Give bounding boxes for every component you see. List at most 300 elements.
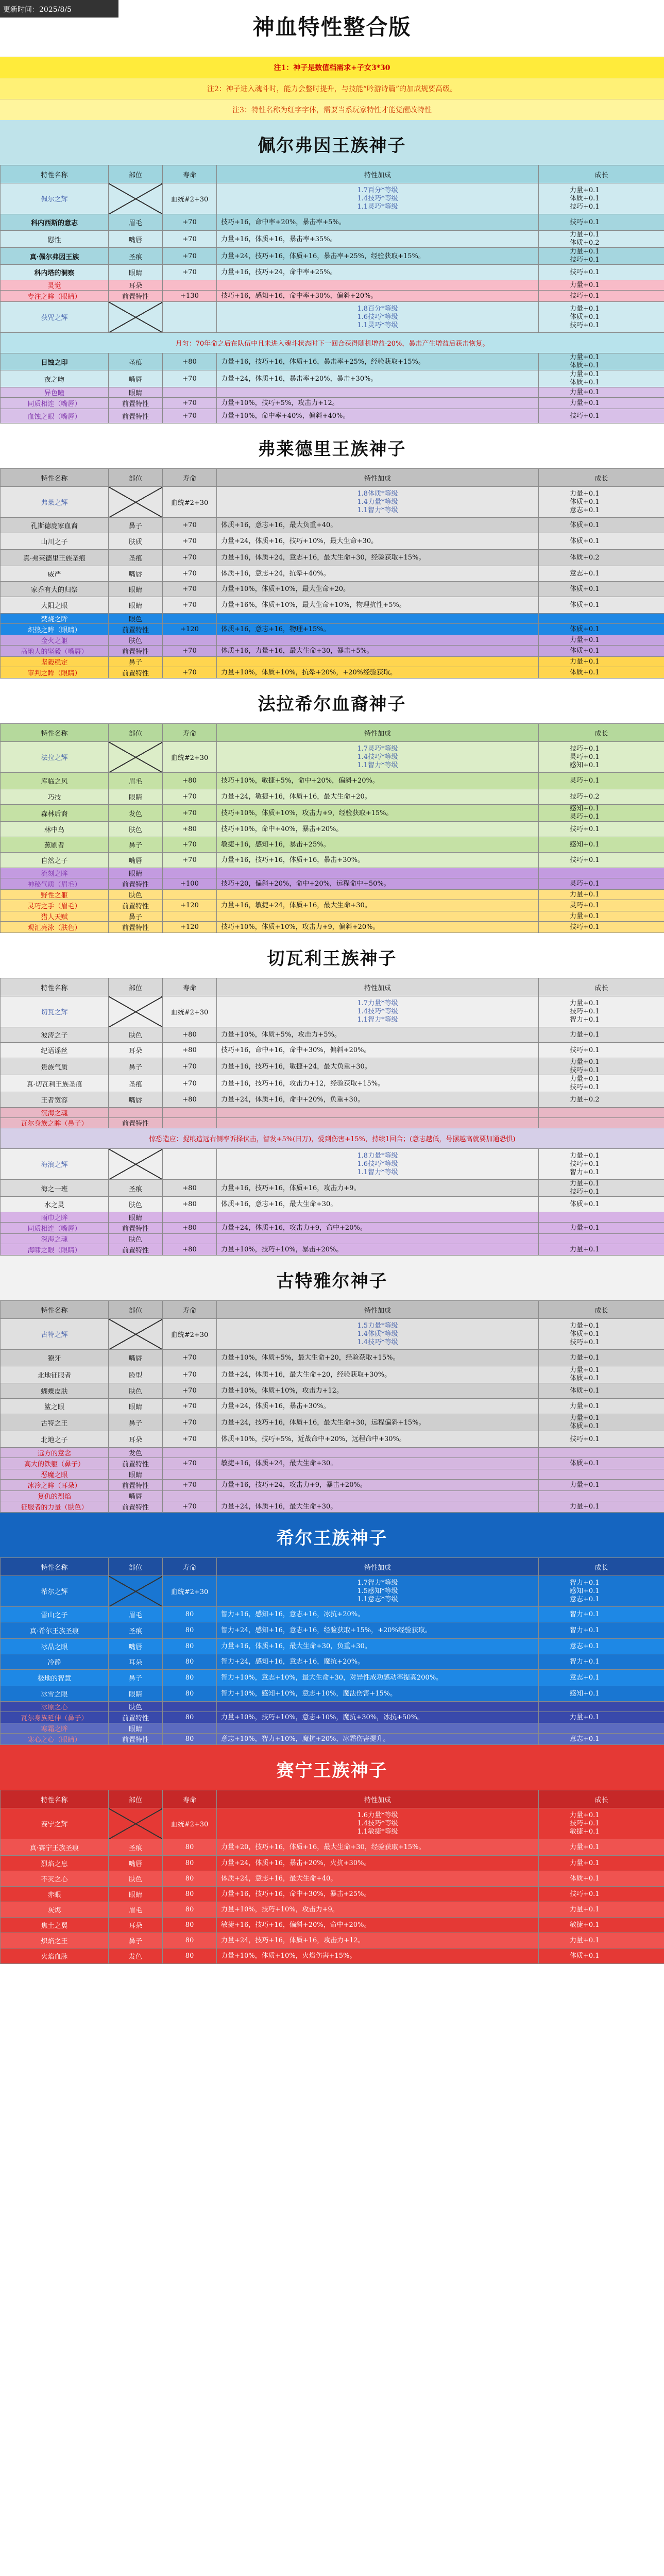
- trait-row: [1, 597, 664, 614]
- trait-growth: 智力+0.1: [539, 1654, 664, 1670]
- column-header: 成长: [539, 1558, 664, 1576]
- trait-row: [1, 1234, 664, 1244]
- trait-part: 肤色: [109, 1234, 163, 1244]
- trait-row: [1, 853, 664, 868]
- trait-life: [163, 868, 217, 878]
- trait-bonus: 力量+24，体质+16，最大生命+20，经验获取+30%。: [217, 1366, 539, 1383]
- trait-name: 烈焰之息: [1, 1856, 109, 1871]
- trait-life: +70: [163, 566, 217, 582]
- trait-name: 真·切瓦利王族圣痕: [1, 1075, 109, 1092]
- trait-growth: 智力+0.1: [539, 1622, 664, 1639]
- trait-part: 肤色: [109, 1702, 163, 1712]
- trait-name: 瓦尔身族之眸（鼻子）: [1, 1118, 109, 1128]
- trait-part-none: [109, 1808, 163, 1839]
- column-header: 寿命: [163, 1790, 217, 1808]
- trait-part: 前置特性: [109, 1501, 163, 1513]
- trait-part: 鼻子: [109, 1058, 163, 1075]
- trait-life: 80: [163, 1839, 217, 1856]
- column-header: 特性名称: [1, 1558, 109, 1576]
- column-header: 寿命: [163, 978, 217, 996]
- trait-row: [1, 387, 664, 398]
- trait-bonus: 体质+10%，技巧+5%，近战命中+20%，远程命中+30%。: [217, 1431, 539, 1448]
- trait-name: 海啸之眼（眼睛）: [1, 1244, 109, 1256]
- trait-name: 真·赛宁王族圣痕: [1, 1839, 109, 1856]
- trait-part: 嘴唇: [109, 1491, 163, 1501]
- section-title: 佩尔弗因王族神子: [0, 120, 664, 165]
- trait-growth: 力量+0.1: [539, 1933, 664, 1948]
- trait-row: [1, 1948, 664, 1964]
- trait-row: [1, 1244, 664, 1256]
- trait-part: 鼻子: [109, 1670, 163, 1686]
- trait-name: 蕉刷者: [1, 837, 109, 853]
- trait-row: [1, 1058, 664, 1075]
- trait-row: [1, 1918, 664, 1933]
- trait-growth: [539, 1212, 664, 1223]
- column-header: 特性名称: [1, 165, 109, 183]
- trait-name: 恶魔之眼: [1, 1469, 109, 1480]
- trait-growth: 体质+0.1: [539, 518, 664, 533]
- trait-bonus: 体质+16，意志+16，最大负重+40。: [217, 518, 539, 533]
- ability-note: 月匀：70年命之后在队伍中且未进入魂斗状态时下一回合获得随机增益-20%，暴击产生增益后获击恢复。: [1, 333, 664, 353]
- trait-life: +70: [163, 1431, 217, 1448]
- trait-growth: 体质+0.1: [539, 1948, 664, 1964]
- section-title: 切瓦利王族神子: [0, 933, 664, 978]
- trait-name: 征服者的力量（肤色）: [1, 1501, 109, 1513]
- trait-bonus: 1.7灵巧*等级 1.4技巧*等级 1.1智力*等级: [217, 742, 539, 773]
- trait-part-none: [109, 742, 163, 773]
- trait-row: [1, 773, 664, 789]
- trait-growth: 体质+0.1: [539, 1458, 664, 1469]
- trait-part: 眼睛: [109, 1887, 163, 1902]
- trait-part: 前置特性: [109, 922, 163, 933]
- trait-bonus: [217, 890, 539, 900]
- trait-name: 复仇的烈焰: [1, 1491, 109, 1501]
- trait-growth: 力量+0.1: [539, 911, 664, 922]
- trait-row: [1, 1856, 664, 1871]
- trait-part: 眼睛: [109, 1399, 163, 1414]
- trait-name: 科内西斯的意志: [1, 214, 109, 231]
- trait-row: [1, 1399, 664, 1414]
- trait-name: 家乔有大的归祭: [1, 582, 109, 597]
- trait-bonus: 力量+16，技巧+16，体质+16，暴击+30%。: [217, 853, 539, 868]
- trait-part: 眼睛: [109, 597, 163, 614]
- trait-name: 高地人的坚毅（嘴唇）: [1, 646, 109, 657]
- trait-part: 嘴唇: [109, 1350, 163, 1366]
- trait-growth: 力量+0.1: [539, 1839, 664, 1856]
- trait-growth: 感知+0.1 灵巧+0.1: [539, 805, 664, 822]
- trait-part-none: [109, 183, 163, 214]
- trait-part-none: [109, 1319, 163, 1350]
- column-header: 部位: [109, 724, 163, 742]
- trait-name: 弗莱之辉: [1, 487, 109, 518]
- trait-row: [1, 646, 664, 657]
- trait-bonus: 力量+24，敏捷+16，体质+16，最大生命+20。: [217, 789, 539, 805]
- trait-growth: 力量+0.1: [539, 1712, 664, 1723]
- trait-life: +70: [163, 265, 217, 280]
- trait-row: [1, 1887, 664, 1902]
- trait-bonus: [217, 387, 539, 398]
- trait-name: 野性之躯: [1, 890, 109, 900]
- trait-life: [163, 387, 217, 398]
- trait-life: +70: [163, 805, 217, 822]
- trait-name: 焦土之翼: [1, 1918, 109, 1933]
- trait-life: +80: [163, 1244, 217, 1256]
- trait-row: [1, 900, 664, 911]
- trait-growth: 技巧+0.1: [539, 291, 664, 302]
- trait-part: 前置特性: [109, 624, 163, 635]
- trait-part: 眼睛: [109, 387, 163, 398]
- trait-life: +80: [163, 1027, 217, 1043]
- section-title: 弗莱德里王族神子: [0, 423, 664, 468]
- trait-part: 嘴唇: [109, 231, 163, 248]
- trait-row: [1, 742, 664, 773]
- trait-life: +70: [163, 582, 217, 597]
- trait-row: [1, 1092, 664, 1108]
- trait-name: 雨巾之眸: [1, 1212, 109, 1223]
- trait-name: 冰冷之眸（耳朵）: [1, 1480, 109, 1491]
- trait-part: 耳朵: [109, 1431, 163, 1448]
- column-header: 寿命: [163, 165, 217, 183]
- trait-row: [1, 231, 664, 248]
- trait-part: 眉毛: [109, 1607, 163, 1622]
- column-header: 成长: [539, 1790, 664, 1808]
- trait-row: [1, 657, 664, 667]
- trait-life: +80: [163, 1043, 217, 1058]
- trait-bonus: 力量+16，技巧+16，体质+16，暴击率+25%，经验获取+15%。: [217, 353, 539, 370]
- update-time: 更新时间：2025/8/5: [0, 0, 118, 18]
- trait-growth: 意志+0.1: [539, 1734, 664, 1745]
- trait-bonus: 力量+16，技巧+16，攻击力+12，经验获取+15%。: [217, 1075, 539, 1092]
- trait-row: [1, 1414, 664, 1431]
- trait-bonus: 力量+10%，技巧+5%，攻击力+12。: [217, 398, 539, 409]
- trait-part: 嘴唇: [109, 853, 163, 868]
- trait-part-none: [109, 302, 163, 333]
- trait-growth: 力量+0.1: [539, 1399, 664, 1414]
- trait-growth: 力量+0.1 技巧+0.1: [539, 1058, 664, 1075]
- trait-name: 坚毅稳定: [1, 657, 109, 667]
- trait-growth: 力量+0.1 体质+0.1: [539, 353, 664, 370]
- trait-growth: 力量+0.1 技巧+0.1: [539, 248, 664, 265]
- trait-row: [1, 1686, 664, 1702]
- trait-row: [1, 1197, 664, 1212]
- trait-growth: 力量+0.1 体质+0.1: [539, 1414, 664, 1431]
- trait-bonus: 力量+10%，技巧+10%，意志+10%，魔抗+30%，冰抗+50%。: [217, 1712, 539, 1723]
- table-header-row: [1, 469, 664, 487]
- trait-part: 嘴唇: [109, 1092, 163, 1108]
- trait-life: [163, 890, 217, 900]
- column-header: 成长: [539, 724, 664, 742]
- trait-bonus: 体质+16，意志+24，抗晕+40%。: [217, 566, 539, 582]
- trait-part: 眼睛: [109, 265, 163, 280]
- trait-growth: 技巧+0.1: [539, 1043, 664, 1058]
- trait-row: [1, 1075, 664, 1092]
- trait-life: +80: [163, 1180, 217, 1197]
- trait-name: 古特之王: [1, 1414, 109, 1431]
- trait-growth: 体质+0.2: [539, 550, 664, 566]
- trait-name: 火焰血脉: [1, 1948, 109, 1964]
- trait-row: [1, 1180, 664, 1197]
- trait-growth: 技巧+0.1: [539, 922, 664, 933]
- trait-row: [1, 1654, 664, 1670]
- trait-life: 80: [163, 1871, 217, 1887]
- section-saining: [0, 1745, 664, 1964]
- trait-bonus: 力量+24，体质+16，命中+20%，负重+30。: [217, 1092, 539, 1108]
- trait-bonus: 力量+10%，体质+10%，最大生命+20。: [217, 582, 539, 597]
- trait-part: 前置特性: [109, 1712, 163, 1723]
- trait-part: 肤质: [109, 533, 163, 550]
- trait-row: [1, 1808, 664, 1839]
- sections-container: [0, 120, 664, 1964]
- trait-bonus: 力量+24，体质+16，最大生命+30。: [217, 1501, 539, 1513]
- trait-life: [163, 1723, 217, 1734]
- trait-life: 80: [163, 1933, 217, 1948]
- trait-growth: 意志+0.1: [539, 566, 664, 582]
- trait-growth: 力量+0.1 体质+0.1 技巧+0.1: [539, 1319, 664, 1350]
- trait-life: +70: [163, 518, 217, 533]
- trait-part: 前置特性: [109, 1480, 163, 1491]
- column-header: 特性加成: [217, 469, 539, 487]
- trait-part: 肤色: [109, 890, 163, 900]
- page-title: 神血特性整合版: [252, 14, 412, 40]
- trait-bonus: [217, 1118, 539, 1128]
- trait-row: [1, 667, 664, 679]
- trait-row: [1, 1027, 664, 1043]
- trait-name: 焚烧之眸: [1, 614, 109, 624]
- trait-life: [163, 1234, 217, 1244]
- trait-part: 耳朵: [109, 280, 163, 291]
- column-header: 部位: [109, 1790, 163, 1808]
- note-3: 注3：特性名称为红字字体，需要当系玩家特性才能觉醒改特性: [0, 99, 664, 120]
- note-2: 注2：神子进入魂斗时，能力会整时提升，与技能“吟游诗篇”的加成规要高级。: [0, 78, 664, 99]
- trait-name: 贵族气质: [1, 1058, 109, 1075]
- trait-row: [1, 1839, 664, 1856]
- trait-growth: 力量+0.1: [539, 1223, 664, 1234]
- trait-part: 圣痕: [109, 1622, 163, 1639]
- trait-part: 肤色: [109, 822, 163, 837]
- trait-life: +70: [163, 1501, 217, 1513]
- trait-life: +70: [163, 370, 217, 387]
- trait-life: +70: [163, 837, 217, 853]
- trait-row: [1, 566, 664, 582]
- trait-growth: 力量+0.1: [539, 1350, 664, 1366]
- trait-growth: [539, 1723, 664, 1734]
- trait-name: 巧技: [1, 789, 109, 805]
- trait-life: [163, 1702, 217, 1712]
- section-title: 古特雅尔神子: [0, 1256, 664, 1300]
- trait-bonus: 技巧+16，命中率+20%，暴击率+5%。: [217, 214, 539, 231]
- trait-bonus: [217, 1702, 539, 1712]
- trait-row: [1, 1902, 664, 1918]
- trait-part: 发色: [109, 1448, 163, 1458]
- trait-bonus: [217, 1491, 539, 1501]
- trait-bonus: 1.5力量*等级 1.4体质*等级 1.4技巧*等级: [217, 1319, 539, 1350]
- column-header: 特性加成: [217, 978, 539, 996]
- trait-bonus: 智力+24，感知+16，意志+16，魔抗+20%。: [217, 1654, 539, 1670]
- trait-name: 孔斯德庞家血裔: [1, 518, 109, 533]
- trait-growth: [539, 1108, 664, 1118]
- trait-life: +70: [163, 248, 217, 265]
- trait-row: [1, 1723, 664, 1734]
- trait-row: [1, 1639, 664, 1654]
- trait-growth: 技巧+0.2: [539, 789, 664, 805]
- trait-life: +70: [163, 1480, 217, 1491]
- trait-name: 寒心之心（眼睛）: [1, 1734, 109, 1745]
- trait-name: 纪语谣丝: [1, 1043, 109, 1058]
- trait-bonus: 1.7百分*等级 1.4技巧*等级 1.1灵巧*等级: [217, 183, 539, 214]
- trait-growth: 力量+0.1 技巧+0.1 智力+0.1: [539, 1149, 664, 1180]
- trait-growth: [539, 1118, 664, 1128]
- trait-growth: [539, 1469, 664, 1480]
- trait-life: 80: [163, 1670, 217, 1686]
- trait-row: [1, 1149, 664, 1180]
- trait-row: [1, 635, 664, 646]
- trait-part: 耳朵: [109, 1654, 163, 1670]
- trait-growth: 力量+0.1 体质+0.1 技巧+0.1: [539, 302, 664, 333]
- trait-row: [1, 487, 664, 518]
- column-header: 成长: [539, 978, 664, 996]
- trait-row: [1, 1108, 664, 1118]
- trait-life: +80: [163, 1092, 217, 1108]
- trait-life: +70: [163, 597, 217, 614]
- trait-bonus: 力量+16，敏捷+24，体质+16，最大生命+30。: [217, 900, 539, 911]
- column-header: 寿命: [163, 724, 217, 742]
- column-header: 特性加成: [217, 1790, 539, 1808]
- trait-row: [1, 1607, 664, 1622]
- trait-name: 神秘气质（眉毛）: [1, 878, 109, 890]
- trait-growth: 感知+0.1: [539, 837, 664, 853]
- trait-life: +70: [163, 1458, 217, 1469]
- trait-row: [1, 1043, 664, 1058]
- trait-bonus: 1.6力量*等级 1.4技巧*等级 1.1敏捷*等级: [217, 1808, 539, 1839]
- trait-life: 80: [163, 1856, 217, 1871]
- trait-life: 血统#2+30: [163, 996, 217, 1027]
- trait-growth: 技巧+0.1: [539, 1431, 664, 1448]
- trait-life: +70: [163, 398, 217, 409]
- trait-row: [1, 550, 664, 566]
- trait-row: [1, 890, 664, 900]
- trait-life: 80: [163, 1712, 217, 1723]
- column-header: 寿命: [163, 1301, 217, 1319]
- column-header: 特性名称: [1, 724, 109, 742]
- trait-life: 血统#2+30: [163, 742, 217, 773]
- trait-bonus: 智力+16，感知+16，意志+16，冰抗+20%。: [217, 1607, 539, 1622]
- section-fala: [0, 679, 664, 933]
- trait-name: 北地之子: [1, 1431, 109, 1448]
- trait-life: [163, 635, 217, 646]
- trait-name: 同质相连（嘴唇）: [1, 1223, 109, 1234]
- trait-growth: 意志+0.1: [539, 1670, 664, 1686]
- trait-name: 慰性: [1, 231, 109, 248]
- trait-bonus: 智力+24，感知+16，意志+16，经验获取+15%，+20%经验获取。: [217, 1622, 539, 1639]
- trait-name: 异色瞳: [1, 387, 109, 398]
- table-header-row: [1, 1790, 664, 1808]
- trait-part: 圣痕: [109, 1075, 163, 1092]
- trait-name: 专注之眸（眼睛）: [1, 291, 109, 302]
- trait-name: 鲨之眼: [1, 1399, 109, 1414]
- trait-name: 水之灵: [1, 1197, 109, 1212]
- trait-life: +70: [163, 1399, 217, 1414]
- trait-bonus: 意志+10%，智力+10%，魔抗+20%，冰霜伤害提升。: [217, 1734, 539, 1745]
- trait-bonus: 力量+10%，技巧+10%，攻击力+9。: [217, 1902, 539, 1918]
- trait-bonus: 智力+10%，意志+10%，最大生命+30，对异性成功感动率提高200%。: [217, 1670, 539, 1686]
- trait-row: [1, 1480, 664, 1491]
- trait-growth: 智力+0.1 感知+0.1 意志+0.1: [539, 1576, 664, 1607]
- trait-name: 波涛之子: [1, 1027, 109, 1043]
- trait-row: [1, 1118, 664, 1128]
- column-header: 特性加成: [217, 1558, 539, 1576]
- trait-name: 审判之眸（眼睛）: [1, 667, 109, 679]
- trait-part: 肤色: [109, 1027, 163, 1043]
- trait-growth: 体质+0.1: [539, 1383, 664, 1399]
- trait-row: [1, 1212, 664, 1223]
- trait-bonus: 体质+16，力量+16，最大生命+30，暴击+5%。: [217, 646, 539, 657]
- table-header-row: [1, 724, 664, 742]
- trait-growth: 力量+0.1: [539, 280, 664, 291]
- trait-part: 鼻子: [109, 1414, 163, 1431]
- trait-growth: 敏捷+0.1: [539, 1918, 664, 1933]
- column-header: 特性加成: [217, 1301, 539, 1319]
- trait-name: 灵觉: [1, 280, 109, 291]
- trait-part: 鼻子: [109, 657, 163, 667]
- trait-part: 眼睛: [109, 789, 163, 805]
- trait-bonus: 力量+10%，体质+10%，抗晕+20%，+20%经验获取。: [217, 667, 539, 679]
- trait-bonus: 力量+16，技巧+16，体质+16，攻击力+9。: [217, 1180, 539, 1197]
- trait-row: [1, 214, 664, 231]
- trait-bonus: 技巧+16，感知+16，命中率+30%，偏斜+20%。: [217, 291, 539, 302]
- trait-growth: 体质+0.1: [539, 624, 664, 635]
- trait-growth: 力量+0.1 技巧+0.1: [539, 1075, 664, 1092]
- trait-growth: 力量+0.1: [539, 635, 664, 646]
- trait-row: [1, 868, 664, 878]
- trait-name: 獠牙: [1, 1350, 109, 1366]
- trait-life: +70: [163, 667, 217, 679]
- trait-part-none: [109, 487, 163, 518]
- column-header: 特性加成: [217, 724, 539, 742]
- trait-name: 冰晶之眼: [1, 1639, 109, 1654]
- trait-name: 血蚀之眼（嘴唇）: [1, 409, 109, 423]
- trait-part: 脸型: [109, 1366, 163, 1383]
- trait-part: 眼睛: [109, 1212, 163, 1223]
- trait-life: +80: [163, 773, 217, 789]
- trait-part: 鼻子: [109, 837, 163, 853]
- trait-name: 瓦尔身族延伸（鼻子）: [1, 1712, 109, 1723]
- trait-life: [163, 1108, 217, 1118]
- table-header-row: [1, 1301, 664, 1319]
- trait-row: [1, 1702, 664, 1712]
- trait-row: [1, 1501, 664, 1513]
- trait-life: 血统#2+30: [163, 487, 217, 518]
- column-header: 寿命: [163, 469, 217, 487]
- trait-name: 观汇亮泳（肤色）: [1, 922, 109, 933]
- trait-name: 深海之魂: [1, 1234, 109, 1244]
- trait-name: 王者宽容: [1, 1092, 109, 1108]
- section-title: 法拉希尔血裔神子: [0, 679, 664, 723]
- trait-growth: 意志+0.1: [539, 1639, 664, 1654]
- trait-row: [1, 409, 664, 423]
- trait-row: [1, 911, 664, 922]
- trait-bonus: 1.8百分*等级 1.6技巧*等级 1.1灵巧*等级: [217, 302, 539, 333]
- trait-growth: 感知+0.1: [539, 1686, 664, 1702]
- trait-growth: [539, 614, 664, 624]
- trait-name: 猎人天赋: [1, 911, 109, 922]
- trait-part-none: [109, 996, 163, 1027]
- trait-row: [1, 614, 664, 624]
- trait-name: 切瓦之辉: [1, 996, 109, 1027]
- trait-name: 金火之躯: [1, 635, 109, 646]
- trait-bonus: 体质+24，意志+16，最大生命+40。: [217, 1871, 539, 1887]
- trait-name: 真·佩尔弗因王族: [1, 248, 109, 265]
- section-title: 希尔王族神子: [0, 1513, 664, 1557]
